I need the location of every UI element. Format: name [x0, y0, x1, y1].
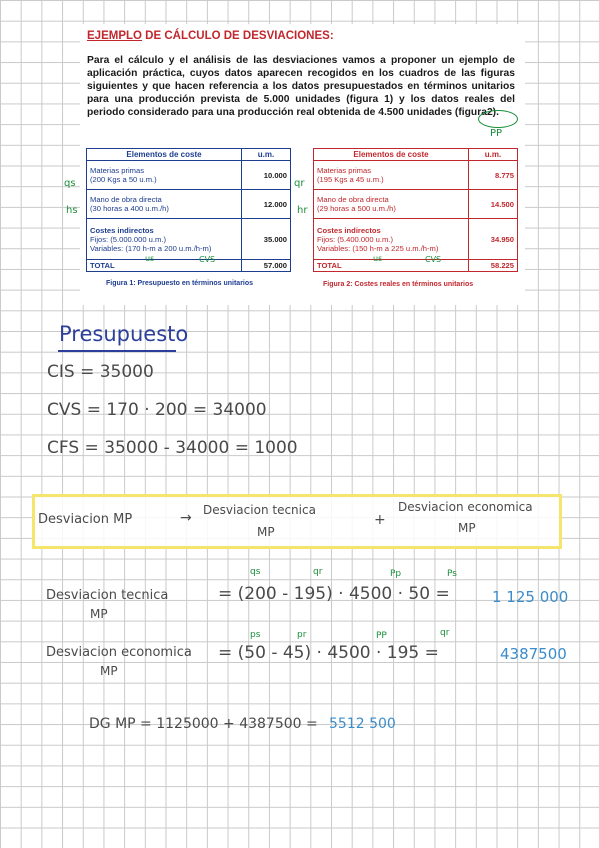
annotation-cvs: CVS	[199, 255, 216, 264]
annotation-cvs: CVS	[425, 255, 442, 264]
eco-formula: = (50 - 45) · 4500 · 195 =	[218, 643, 439, 663]
sup-pp: Pp	[390, 569, 402, 579]
row-detail: (29 horas a 500 u.m./h)	[317, 204, 396, 213]
sup-ps: ps	[250, 630, 261, 640]
row-value: 8.775	[469, 161, 518, 190]
sup-ps: Ps	[447, 569, 457, 579]
tec-label: Desviacion tecnica	[46, 588, 169, 603]
total-value: 58.225	[469, 260, 518, 272]
table-row	[87, 190, 291, 219]
row-title: Materias primas	[317, 166, 372, 175]
plus-sign: +	[374, 512, 386, 528]
row-value: 34.950	[469, 219, 518, 260]
dg-result: 5512 500	[329, 716, 396, 732]
sup-qr: qr	[313, 567, 323, 577]
presupuesto-heading: Presupuesto	[59, 322, 189, 346]
total-label: TOTAL	[314, 260, 469, 272]
sup-qs: qs	[250, 567, 261, 577]
table-row	[314, 190, 518, 219]
sup-pp: PP	[376, 631, 387, 641]
row-title: Costes indirectos	[90, 225, 154, 235]
table-total-row	[87, 260, 291, 272]
dg-formula: DG MP = 1125000 + 4387500 =	[89, 716, 318, 732]
eco-label-mp: MP	[100, 664, 118, 678]
row-title: Mano de obra directa	[90, 195, 162, 204]
row-value: 12.000	[242, 190, 291, 219]
annotation-hs: hs	[66, 205, 78, 216]
table-row	[314, 161, 518, 190]
annotation-qr: qr	[294, 178, 305, 189]
desv-tecnica-term-mp: MP	[257, 525, 275, 539]
sup-qr: qr	[440, 628, 450, 638]
row-detail: Fijos: (5.000.000 u.m.)	[90, 234, 166, 244]
desv-economica-term: Desviacion economica	[398, 500, 533, 514]
row-detail: (200 Kgs a 50 u.m.)	[90, 175, 157, 184]
row-detail-2: Variables: (150 h-m a 225 u.m./h-m)	[317, 243, 439, 253]
table-total-row	[314, 260, 518, 272]
desv-tecnica-term: Desviacion tecnica	[203, 503, 316, 517]
real-table-header	[314, 149, 518, 161]
budget-table-header	[87, 149, 291, 161]
desv-mp-label: Desviacion MP	[38, 512, 133, 527]
annotation-hr: hr	[297, 205, 308, 216]
desv-economica-term-mp: MP	[458, 521, 476, 535]
budget-col-elements: Elementos de coste	[87, 149, 242, 161]
arrow-icon: →	[180, 510, 192, 526]
annotation-qs: qs	[64, 178, 76, 189]
total-value: 57.000	[242, 260, 291, 272]
row-title: Materias primas	[90, 166, 145, 175]
intro-paragraph: Para el cálculo y el análisis de las desviaciones vamos a proponer un ejemplo de aplicación práctica, cuyos datos aparecen recogidos en los cuadros de las figuras siguientes y que hacen referencia a los datos presupuestados en términos unitarios para una producción prevista de 5.000 unidades (figura 1) y los datos reales del periodo considerado para una producción real obtenida de 4.500 unidades (figura2).	[87, 55, 515, 119]
row-value: 10.000	[242, 161, 291, 190]
budget-col-um: u.m.	[242, 149, 291, 161]
real-caption: Figura 2: Costes reales en términos unitarios	[323, 281, 474, 288]
example-title-rest: DE CÁLCULO DE DESVIACIONES:	[145, 30, 334, 42]
circle-mark	[478, 110, 518, 128]
tec-result: 1 125 000	[492, 588, 569, 606]
table-row	[87, 161, 291, 190]
table-row	[87, 219, 291, 260]
real-table	[313, 148, 518, 272]
row-title: Costes indirectos	[317, 225, 381, 235]
eco-result: 4387500	[500, 645, 567, 663]
row-detail: Fijos: (5.400.000 u.m.)	[317, 234, 393, 244]
eco-label: Desviacion economica	[46, 645, 192, 660]
tec-label-mp: MP	[90, 607, 108, 621]
budget-table	[86, 148, 291, 272]
budget-caption: Figura 1: Presupuesto en términos unitarios	[106, 280, 254, 287]
real-col-um: u.m.	[469, 149, 518, 161]
total-label: TOTAL	[87, 260, 242, 272]
cvs-line: CVS = 170 · 200 = 34000	[47, 400, 267, 420]
example-title	[87, 30, 334, 42]
row-detail: (30 horas a 400 u.m./h)	[90, 204, 169, 213]
table-row	[314, 219, 518, 260]
real-col-elements: Elementos de coste	[314, 149, 469, 161]
row-value: 35.000	[242, 219, 291, 260]
tec-formula: = (200 - 195) · 4500 · 50 =	[218, 584, 450, 604]
annotation-pp: PP	[490, 128, 503, 139]
sup-pr: pr	[297, 630, 307, 640]
annotation-us: us	[373, 254, 383, 263]
row-title: Mano de obra directa	[317, 195, 389, 204]
row-detail: (195 Kgs a 45 u.m.)	[317, 175, 384, 184]
cis-line: CIS = 35000	[47, 362, 154, 382]
row-detail-2: Variables: (170 h-m a 200 u.m./h-m)	[90, 243, 212, 253]
annotation-us: us	[145, 254, 155, 263]
heading-underline	[58, 350, 176, 352]
cfs-line: CFS = 35000 - 34000 = 1000	[47, 438, 298, 458]
example-title-underlined: EJEMPLO	[87, 30, 142, 42]
row-value: 14.500	[469, 190, 518, 219]
